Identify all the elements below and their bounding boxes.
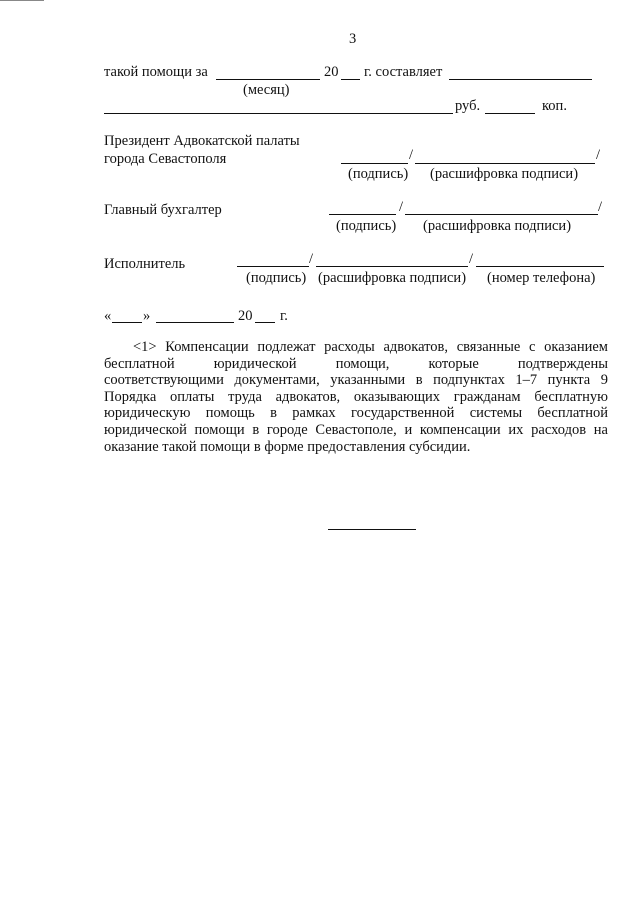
- footnote-line: юридическую помощь в рамках государственной системы бесплатной: [104, 405, 608, 422]
- amount-blank: [449, 79, 592, 80]
- year-blank: [341, 79, 360, 80]
- footnote-line: оказание такой помощи в форме предоставления субсидии.: [104, 438, 471, 455]
- accountant-decoding-line: [405, 214, 598, 215]
- accountant-title: Главный бухгалтер: [104, 202, 222, 218]
- end-separator: [328, 529, 416, 530]
- accountant-separator-1: /: [399, 199, 404, 215]
- line1-suffix: г. составляет: [364, 64, 443, 80]
- executor-signature-caption: (подпись): [246, 270, 307, 286]
- month-caption: (месяц): [243, 82, 290, 98]
- president-decoding-line: [415, 163, 595, 164]
- kop-blank: [485, 113, 535, 114]
- date-month-blank: [156, 322, 234, 323]
- date-year-prefix: 20: [238, 308, 253, 324]
- footnote-paragraph: [104, 339, 608, 455]
- president-title-line2: города Севастополя: [104, 151, 227, 167]
- president-signature-line: [341, 163, 408, 164]
- footnote-line: Порядка оплаты труда адвокатов, оказывающих гражданам бесплатную: [104, 388, 608, 405]
- day-blank: [112, 322, 142, 323]
- page-number: 3: [349, 31, 357, 47]
- president-separator-2: /: [596, 147, 601, 163]
- executor-title: Исполнитель: [104, 256, 186, 272]
- date-open-quote: «: [104, 308, 112, 324]
- month-blank: [216, 79, 320, 80]
- president-title-line1: Президент Адвокатской палаты: [104, 133, 300, 149]
- date-close-quote: »: [143, 308, 151, 324]
- amount-words-blank: [104, 113, 453, 114]
- line1-year-prefix: 20: [324, 64, 339, 80]
- kop-label: коп.: [542, 98, 567, 114]
- date-year-blank: [255, 322, 275, 323]
- footnote-line: <1> Компенсации подлежат расходы адвокатов, связанные с оказанием: [133, 339, 608, 355]
- rub-label: руб.: [455, 98, 481, 114]
- line1-prefix: такой помощи за: [104, 64, 208, 80]
- accountant-decoding-caption: (расшифровка подписи): [423, 218, 572, 234]
- accountant-separator-2: /: [598, 199, 603, 215]
- executor-separator-1: /: [309, 251, 314, 267]
- executor-decoding-line: [316, 266, 468, 267]
- executor-separator-2: /: [469, 251, 474, 267]
- executor-phone-caption: (номер телефона): [487, 270, 596, 286]
- footnote-line: юридической помощи в городе Севастополе, и компенсации их расходов на: [104, 421, 608, 438]
- executor-signature-line: [237, 266, 309, 267]
- president-separator-1: /: [409, 147, 414, 163]
- president-signature-caption: (подпись): [348, 166, 409, 182]
- president-decoding-caption: (расшифровка подписи): [430, 166, 579, 182]
- accountant-signature-line: [329, 214, 396, 215]
- accountant-signature-caption: (подпись): [336, 218, 397, 234]
- footnote-line: бесплатной юридической помощи, которые подтверждены: [104, 355, 608, 372]
- date-suffix: г.: [280, 308, 288, 324]
- footnote-line: соответствующими документами, указанными в подпунктах 1–7 пункта 9: [104, 372, 608, 389]
- executor-decoding-caption: (расшифровка подписи): [318, 270, 467, 286]
- scan-edge-mark: [0, 0, 44, 1]
- executor-phone-line: [476, 266, 604, 267]
